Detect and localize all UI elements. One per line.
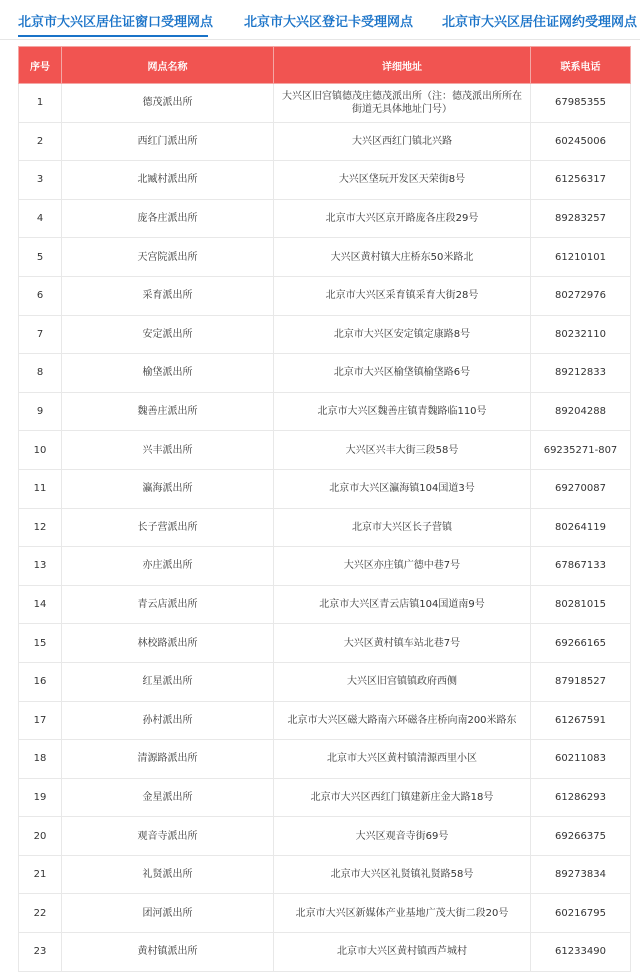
outlet-name: 兴丰派出所 xyxy=(62,431,274,470)
outlet-address: 北京市大兴区京开路庞各庄段29号 xyxy=(274,199,531,238)
outlet-name: 天宫院派出所 xyxy=(62,238,274,277)
outlet-address: 北京市大兴区采育镇采育大街28号 xyxy=(274,276,531,315)
outlet-address: 北京市大兴区西红门镇建新庄金大路18号 xyxy=(274,778,531,817)
table-row xyxy=(19,84,631,123)
table-row xyxy=(19,122,631,161)
row-index: 16 xyxy=(19,662,62,701)
outlet-address: 大兴区旧宫镇镇政府西侧 xyxy=(274,662,531,701)
outlet-name: 西红门派出所 xyxy=(62,122,274,161)
outlet-name: 北臧村派出所 xyxy=(62,161,274,200)
row-index: 7 xyxy=(19,315,62,354)
outlet-name: 榆垡派出所 xyxy=(62,354,274,393)
outlet-name: 安定派出所 xyxy=(62,315,274,354)
outlet-phone: 69266375 xyxy=(531,817,631,856)
outlet-phone: 61233490 xyxy=(531,933,631,972)
row-index: 21 xyxy=(19,855,62,894)
outlet-name: 魏善庄派出所 xyxy=(62,392,274,431)
outlet-address: 北京市大兴区安定镇定康路8号 xyxy=(274,315,531,354)
outlet-phone: 60216795 xyxy=(531,894,631,933)
outlet-address: 北京市大兴区青云店镇104国道南9号 xyxy=(274,585,531,624)
outlet-name: 亦庄派出所 xyxy=(62,547,274,586)
outlet-name: 金星派出所 xyxy=(62,778,274,817)
outlet-name: 青云店派出所 xyxy=(62,585,274,624)
row-index: 1 xyxy=(19,84,62,123)
table-row xyxy=(19,778,631,817)
row-index: 4 xyxy=(19,199,62,238)
table-row xyxy=(19,276,631,315)
row-index: 14 xyxy=(19,585,62,624)
outlet-name: 清源路派出所 xyxy=(62,740,274,779)
table-row xyxy=(19,315,631,354)
row-index: 3 xyxy=(19,161,62,200)
outlet-name: 观音寺派出所 xyxy=(62,817,274,856)
tab-residence-window[interactable]: 北京市大兴区居住证窗口受理网点 xyxy=(18,15,214,30)
table-row xyxy=(19,238,631,277)
outlet-address: 北京市大兴区魏善庄镇青魏路临110号 xyxy=(274,392,531,431)
outlet-name: 孙村派出所 xyxy=(62,701,274,740)
outlet-address: 大兴区旧宫镇德茂庄德茂派出所（注：德茂派出所所在街道无具体地址门号） xyxy=(274,84,531,123)
outlet-name: 庞各庄派出所 xyxy=(62,199,274,238)
outlet-phone: 69235271-807 xyxy=(531,431,631,470)
table-row xyxy=(19,894,631,933)
outlet-phone: 89212833 xyxy=(531,354,631,393)
table-row xyxy=(19,933,631,972)
outlet-address: 北京市大兴区瀛海镇104国道3号 xyxy=(274,469,531,508)
outlet-address: 北京市大兴区黄村镇清源西里小区 xyxy=(274,740,531,779)
outlet-address: 大兴区观音寺街69号 xyxy=(274,817,531,856)
table-header-row xyxy=(19,47,631,84)
row-index: 5 xyxy=(19,238,62,277)
table-row xyxy=(19,662,631,701)
outlet-name: 林校路派出所 xyxy=(62,624,274,663)
row-index: 11 xyxy=(19,469,62,508)
outlet-address: 大兴区亦庄镇广德中巷7号 xyxy=(274,547,531,586)
outlet-phone: 89283257 xyxy=(531,199,631,238)
row-index: 18 xyxy=(19,740,62,779)
tab-residence-online[interactable]: 北京市大兴区居住证网约受理网点 xyxy=(442,15,638,30)
table-row xyxy=(19,199,631,238)
outlet-phone: 89273834 xyxy=(531,855,631,894)
row-index: 15 xyxy=(19,624,62,663)
outlet-address: 北京市大兴区长子营镇 xyxy=(274,508,531,547)
outlet-name: 黄村镇派出所 xyxy=(62,933,274,972)
outlet-name: 团河派出所 xyxy=(62,894,274,933)
outlet-phone: 60211083 xyxy=(531,740,631,779)
table-row xyxy=(19,855,631,894)
table-row xyxy=(19,392,631,431)
row-index: 22 xyxy=(19,894,62,933)
outlet-phone: 80281015 xyxy=(531,585,631,624)
header-address: 详细地址 xyxy=(274,47,531,84)
row-index: 17 xyxy=(19,701,62,740)
outlet-name: 德茂派出所 xyxy=(62,84,274,123)
outlet-phone: 61286293 xyxy=(531,778,631,817)
outlet-address: 大兴区黄村镇车站北巷7号 xyxy=(274,624,531,663)
outlet-table xyxy=(18,46,631,972)
row-index: 2 xyxy=(19,122,62,161)
outlet-phone: 80272976 xyxy=(531,276,631,315)
table-row xyxy=(19,469,631,508)
outlet-phone: 61256317 xyxy=(531,161,631,200)
row-index: 23 xyxy=(19,933,62,972)
outlet-phone: 61267591 xyxy=(531,701,631,740)
outlet-phone: 67867133 xyxy=(531,547,631,586)
table-body xyxy=(19,84,631,972)
outlet-address: 北京市大兴区磁大路南六环磁各庄桥向南200米路东 xyxy=(274,701,531,740)
outlet-phone: 69270087 xyxy=(531,469,631,508)
outlet-phone: 67985355 xyxy=(531,84,631,123)
outlet-phone: 60245006 xyxy=(531,122,631,161)
outlet-phone: 87918527 xyxy=(531,662,631,701)
table-row xyxy=(19,701,631,740)
table-row xyxy=(19,585,631,624)
tab-registration-card[interactable]: 北京市大兴区登记卡受理网点 xyxy=(244,15,414,30)
table-row xyxy=(19,547,631,586)
tab-bar xyxy=(0,0,640,40)
header-outlet-name: 网点名称 xyxy=(62,47,274,84)
outlet-phone: 80232110 xyxy=(531,315,631,354)
outlet-phone: 80264119 xyxy=(531,508,631,547)
row-index: 8 xyxy=(19,354,62,393)
row-index: 9 xyxy=(19,392,62,431)
row-index: 19 xyxy=(19,778,62,817)
table-row xyxy=(19,624,631,663)
outlet-name: 礼贤派出所 xyxy=(62,855,274,894)
table-row xyxy=(19,508,631,547)
row-index: 20 xyxy=(19,817,62,856)
outlet-phone: 61210101 xyxy=(531,238,631,277)
outlet-address: 北京市大兴区黄村镇西芦城村 xyxy=(274,933,531,972)
outlet-address: 北京市大兴区榆垡镇榆垡路6号 xyxy=(274,354,531,393)
outlet-address: 北京市大兴区礼贤镇礼贤路58号 xyxy=(274,855,531,894)
outlet-name: 瀛海派出所 xyxy=(62,469,274,508)
outlet-name: 长子营派出所 xyxy=(62,508,274,547)
outlet-phone: 69266165 xyxy=(531,624,631,663)
outlet-address: 大兴区黄村镇大庄桥东50米路北 xyxy=(274,238,531,277)
outlet-address: 北京市大兴区新媒体产业基地广茂大街二段20号 xyxy=(274,894,531,933)
table-row xyxy=(19,431,631,470)
row-index: 10 xyxy=(19,431,62,470)
active-tab-indicator xyxy=(18,35,208,37)
outlet-address: 大兴区垡玩开发区天荣街8号 xyxy=(274,161,531,200)
row-index: 13 xyxy=(19,547,62,586)
outlet-table-container xyxy=(18,46,630,972)
row-index: 6 xyxy=(19,276,62,315)
header-phone: 联系电话 xyxy=(531,47,631,84)
table-row xyxy=(19,354,631,393)
outlet-name: 采育派出所 xyxy=(62,276,274,315)
outlet-address: 大兴区兴丰大街三段58号 xyxy=(274,431,531,470)
outlet-name: 红星派出所 xyxy=(62,662,274,701)
outlet-address: 大兴区西红门镇北兴路 xyxy=(274,122,531,161)
outlet-phone: 89204288 xyxy=(531,392,631,431)
table-row xyxy=(19,161,631,200)
table-row xyxy=(19,817,631,856)
row-index: 12 xyxy=(19,508,62,547)
header-index: 序号 xyxy=(19,47,62,84)
table-row xyxy=(19,740,631,779)
